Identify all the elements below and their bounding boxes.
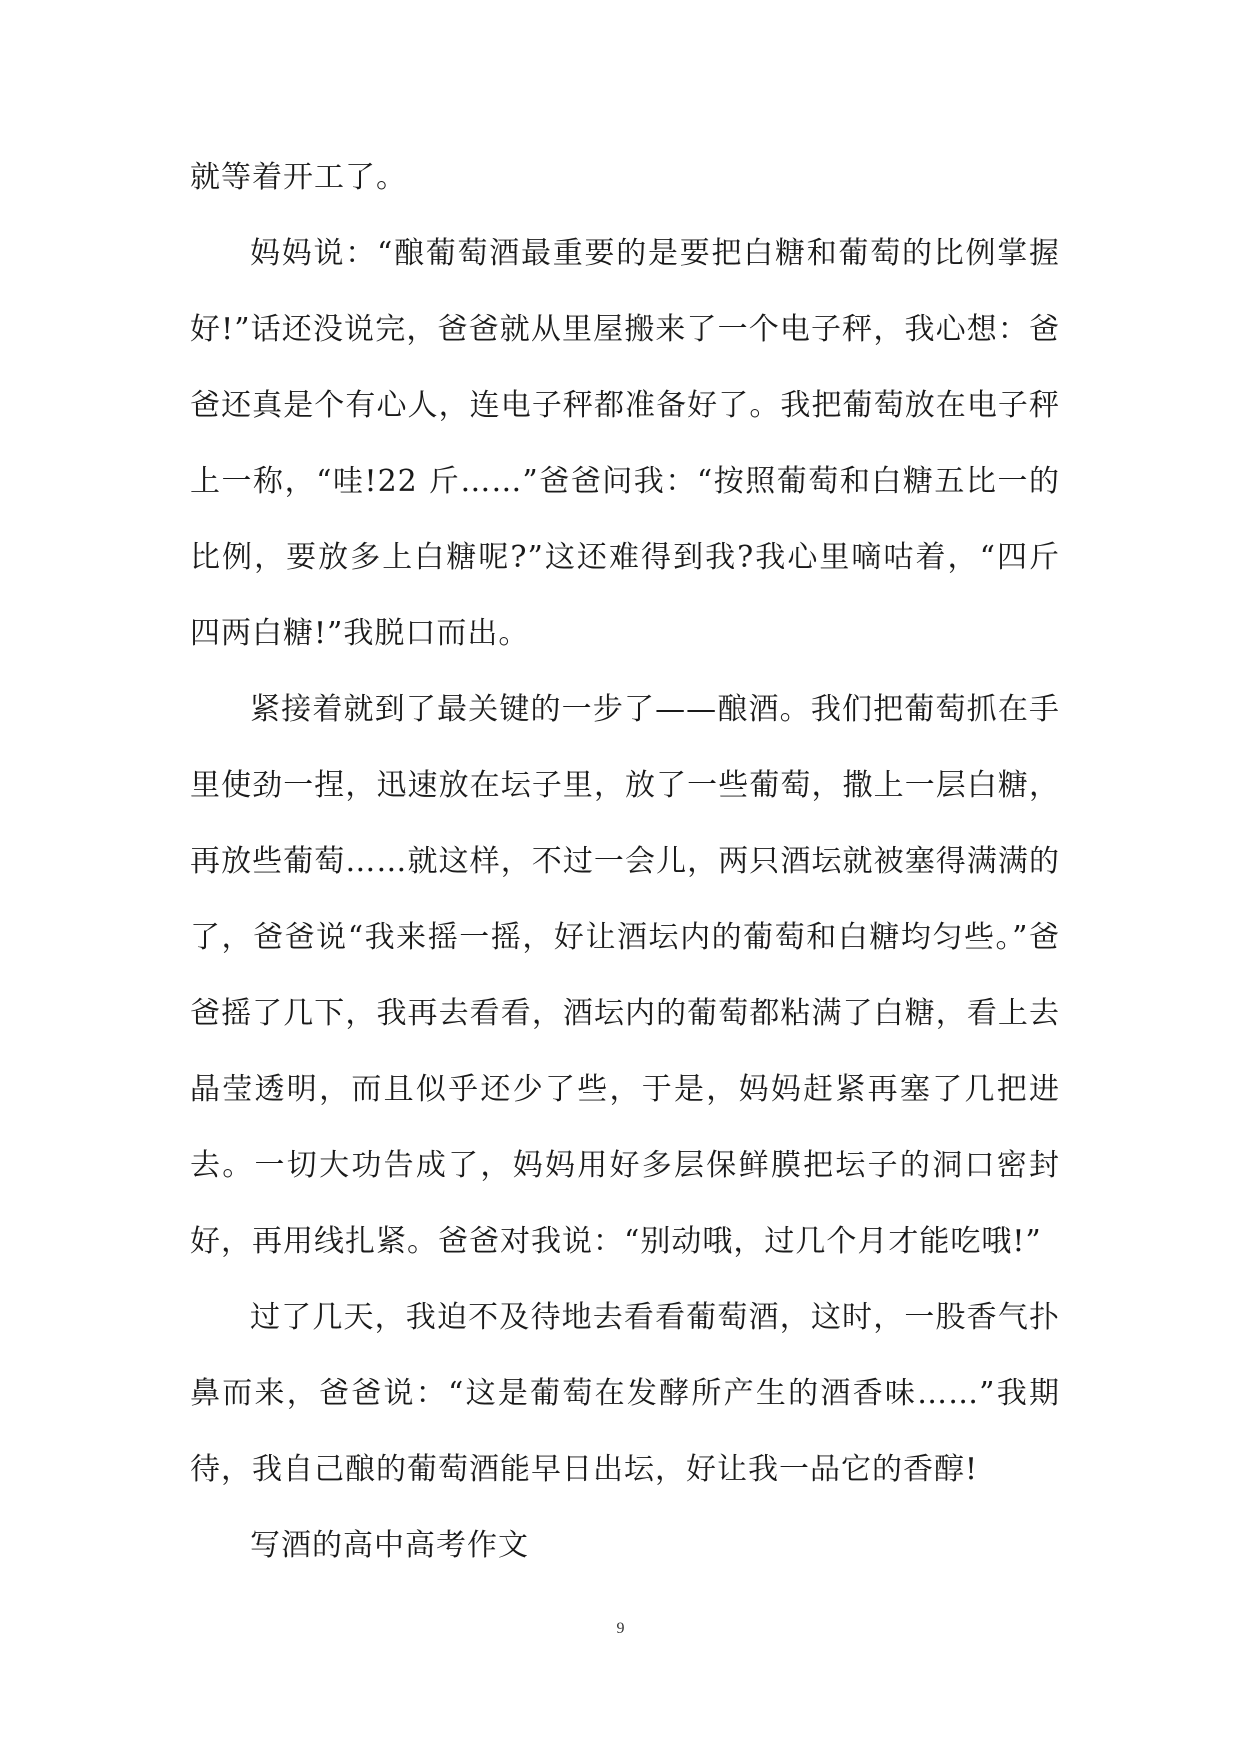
paragraph-mom-says: 妈妈说：“酿葡萄酒最重要的是要把白糖和葡萄的比例掌握好!”话还没说完，爸爸就从里屋搬来了一个电子秤，我心想：爸爸还真是个有心人，连电子秤都准备好了。我把葡萄放在电子秤上一称，“哇!22 斤……”爸爸问我：“按照葡萄和白糖五比一的比例，要放多上白糖呢?”这还难得到我?我心里嘀咕着，“四斤四两白糖!”我脱口而出。 — [190, 236, 1060, 651]
document-body — [190, 140, 1060, 1584]
page-number: 9 — [616, 1620, 625, 1637]
paragraph-brewing: 紧接着就到了最关键的一步了——酿酒。我们把葡萄抓在手里使劲一捏，迅速放在坛子里，放了一些葡萄，撒上一层白糖，再放些葡萄……就这样，不过一会儿，两只酒坛就被塞得满满的了，爸爸说“我来摇一摇，好让酒坛内的葡萄和白糖均匀些。”爸爸摇了几下，我再去看看，酒坛内的葡萄都粘满了白糖，看上去晶莹透明，而且似乎还少了些，于是，妈妈赶紧再塞了几把进去。一切大功告成了，妈妈用好多层保鲜膜把坛子的洞口密封好，再用线扎紧。爸爸对我说：“别动哦，过几个月才能吃哦!” — [190, 692, 1060, 1259]
paragraph-days-later: 过了几天，我迫不及待地去看看葡萄酒，这时，一股香气扑鼻而来，爸爸说：“这是葡萄在发酵所产生的酒香味……”我期待，我自己酿的葡萄酒能早日出坛，好让我一品它的香醇! — [190, 1300, 1060, 1487]
paragraph-continuation: 就等着开工了。 — [190, 160, 407, 195]
section-heading: 写酒的高中高考作文 — [250, 1528, 529, 1563]
